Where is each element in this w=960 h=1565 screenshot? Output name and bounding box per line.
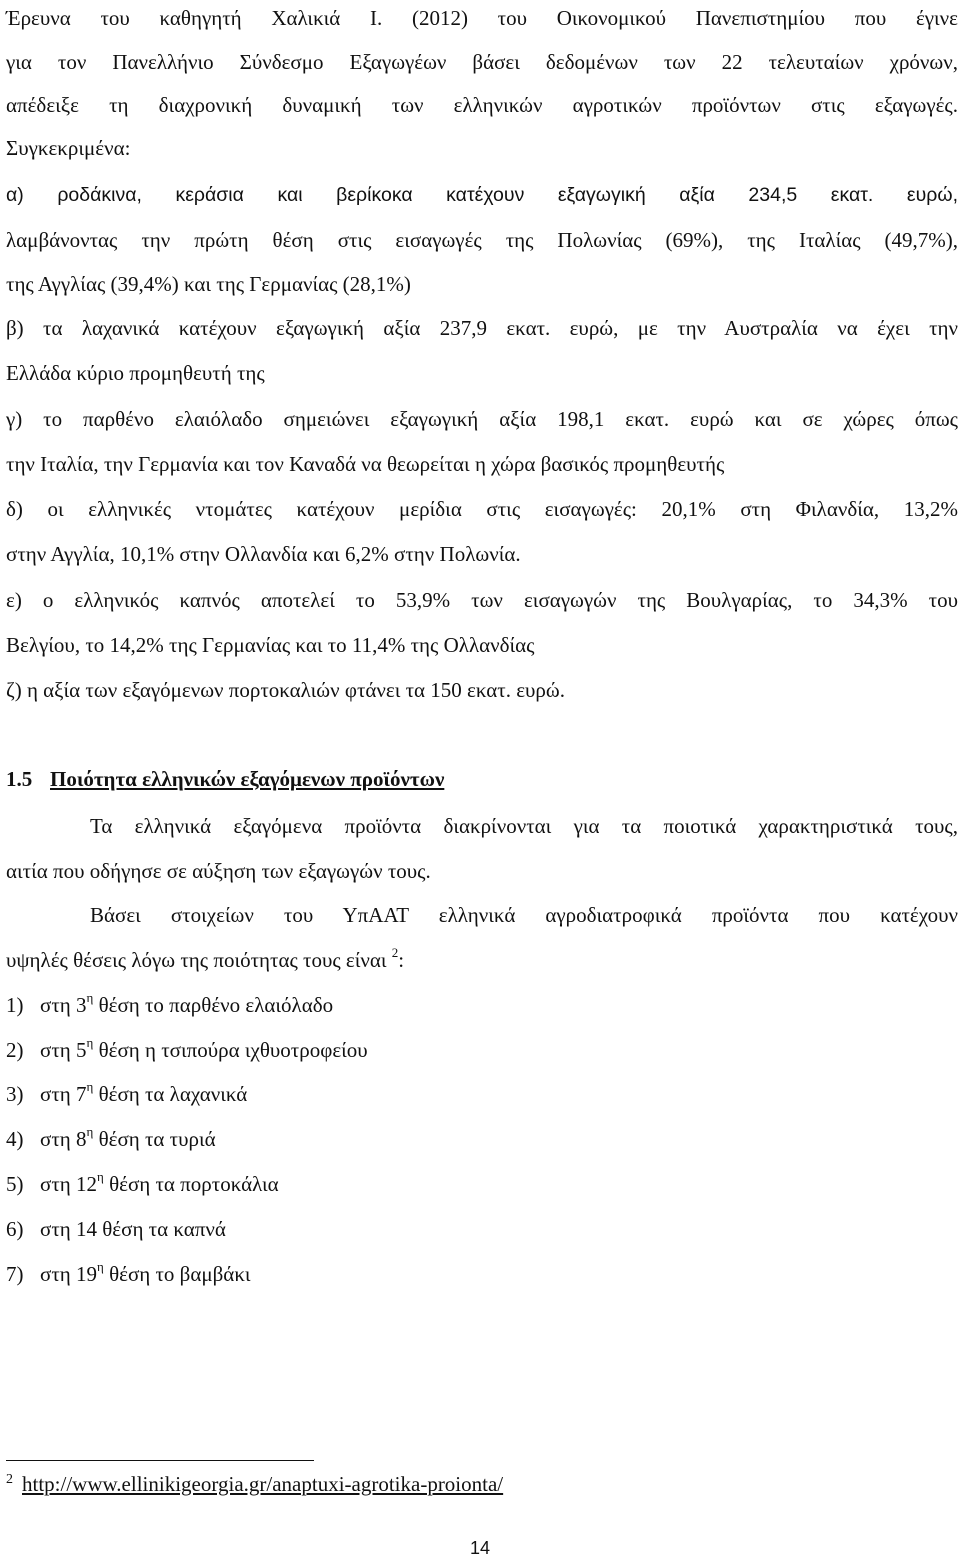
intro-line-4: Συγκεκριμένα: <box>6 136 131 160</box>
ranking-number: 2) <box>6 1038 24 1062</box>
ranking-text-end: θέση τα τυριά <box>93 1127 216 1151</box>
ranking-text: στη 19 <box>40 1262 97 1286</box>
ranking-ordinal: η <box>86 990 94 1005</box>
ranking-ordinal: η <box>86 1035 94 1050</box>
ranking-text: στη 14 θέση τα καπνά <box>40 1217 226 1241</box>
item-alpha-line-1: α) ροδάκινα, κεράσια και βερίκοκα κατέχουν εξαγωγική αξία 234,5 εκατ. ευρώ, <box>6 184 958 206</box>
ranking-text: στη 7 <box>40 1082 87 1106</box>
section-number: 1.5 <box>6 767 33 791</box>
para2-line-2-text: υψηλές θέσεις λόγω της ποιότητας τους είναι <box>6 948 387 972</box>
para2-line-1: Βάσει στοιχείων του ΥπΑΑΤ ελληνικά αγροδιατροφικά προϊόντα που κατέχουν <box>90 903 958 927</box>
ranking-text: στη 8 <box>40 1127 87 1151</box>
page-number: 14 <box>469 1538 491 1558</box>
footnote-separator <box>6 1460 314 1461</box>
para2-line-2 <box>6 946 404 974</box>
item-beta-line-1: β) τα λαχανικά κατέχουν εξαγωγική αξία 237,9 εκατ. ευρώ, με την Αυστραλία να έχει την <box>6 316 958 340</box>
intro-line-1: Έρευνα του καθηγητή Χαλικιά Ι. (2012) του Οικονομικού Πανεπιστημίου που έγινε <box>6 6 958 30</box>
para1-line-1: Τα ελληνικά εξαγόμενα προϊόντα διακρίνονται για τα ποιοτικά χαρακτηριστικά τους, <box>90 814 958 838</box>
item-gamma-line-2: την Ιταλία, την Γερμανία και τον Καναδά να θεωρείται η χώρα βασικός προμηθευτής <box>6 452 725 476</box>
ranking-item <box>6 1260 251 1288</box>
intro-line-3: απέδειξε τη διαχρονική δυναμική των ελληνικών αγροτικών προϊόντων στις εξαγωγές. <box>6 93 958 117</box>
item-beta-line-2: Ελλάδα κύριο προμηθευτή της <box>6 361 265 385</box>
intro-line-2: για τον Πανελλήνιο Σύνδεσμο Εξαγωγέων βάσει δεδομένων των 22 τελευταίων χρόνων, <box>6 50 958 74</box>
ranking-ordinal: η <box>86 1079 94 1094</box>
ranking-text: στη 5 <box>40 1038 87 1062</box>
ranking-item <box>6 1215 226 1243</box>
ranking-text: στη 3 <box>40 993 87 1017</box>
ranking-number: 4) <box>6 1127 24 1151</box>
ranking-item <box>6 991 333 1019</box>
ranking-text-end: θέση τα λαχανικά <box>93 1082 248 1106</box>
item-delta-line-1: δ) οι ελληνικές ντομάτες κατέχουν μερίδια στις εισαγωγές: 20,1% στη Φιλανδία, 13,2% <box>6 497 958 521</box>
footnote <box>6 1470 503 1498</box>
ranking-text-end: θέση τα πορτοκάλια <box>103 1172 279 1196</box>
ranking-number: 5) <box>6 1172 24 1196</box>
item-gamma-line-1: γ) το παρθένο ελαιόλαδο σημειώνει εξαγωγική αξία 198,1 εκατ. ευρώ και σε χώρες όπως <box>6 407 958 431</box>
ranking-ordinal: η <box>97 1169 104 1184</box>
footnote-reference[interactable]: 2 <box>391 945 399 960</box>
footnote-mark: 2 <box>6 1472 13 1487</box>
ranking-ordinal: η <box>97 1259 104 1274</box>
ranking-text-end: θέση το παρθένο ελαιόλαδο <box>93 993 334 1017</box>
ranking-number: 6) <box>6 1217 24 1241</box>
footnote-link[interactable]: http://www.ellinikigeorgia.gr/anaptuxi-agrotika-proionta/ <box>22 1472 504 1496</box>
ranking-text: στη 12 <box>40 1172 97 1196</box>
section-heading <box>6 765 444 793</box>
ranking-item <box>6 1170 279 1198</box>
item-zeta-line-1: ζ) η αξία των εξαγόμενων πορτοκαλιών φτάνει τα 150 εκατ. ευρώ. <box>6 678 565 702</box>
ranking-item <box>6 1080 247 1108</box>
ranking-text-end: θέση το βαμβάκι <box>103 1262 251 1286</box>
para1-line-2: αιτία που οδήγησε σε αύξηση των εξαγωγών τους. <box>6 859 431 883</box>
section-title: Ποιότητα ελληνικών εξαγόμενων προϊόντων <box>50 767 445 791</box>
para2-line-2-end: : <box>398 948 405 972</box>
ranking-item <box>6 1125 216 1153</box>
item-alpha-line-3: της Αγγλίας (39,4%) και της Γερμανίας (28,1%) <box>6 272 411 296</box>
ranking-text-end: θέση η τσιπούρα ιχθυοτροφείου <box>93 1038 368 1062</box>
ranking-number: 3) <box>6 1082 24 1106</box>
item-epsilon-line-2: Βελγίου, το 14,2% της Γερμανίας και το 11,4% της Ολλανδίας <box>6 633 535 657</box>
ranking-ordinal: η <box>86 1124 94 1139</box>
ranking-item <box>6 1036 368 1064</box>
item-epsilon-line-1: ε) ο ελληνικός καπνός αποτελεί το 53,9% των εισαγωγών της Βουλγαρίας, το 34,3% του <box>6 588 958 612</box>
ranking-number: 1) <box>6 993 24 1017</box>
item-alpha-line-2: λαμβάνοντας την πρώτη θέση στις εισαγωγές της Πολωνίας (69%), της Ιταλίας (49,7%), <box>6 228 958 252</box>
ranking-number: 7) <box>6 1262 24 1286</box>
item-delta-line-2: στην Αγγλία, 10,1% στην Ολλανδία και 6,2% στην Πολωνία. <box>6 542 521 566</box>
